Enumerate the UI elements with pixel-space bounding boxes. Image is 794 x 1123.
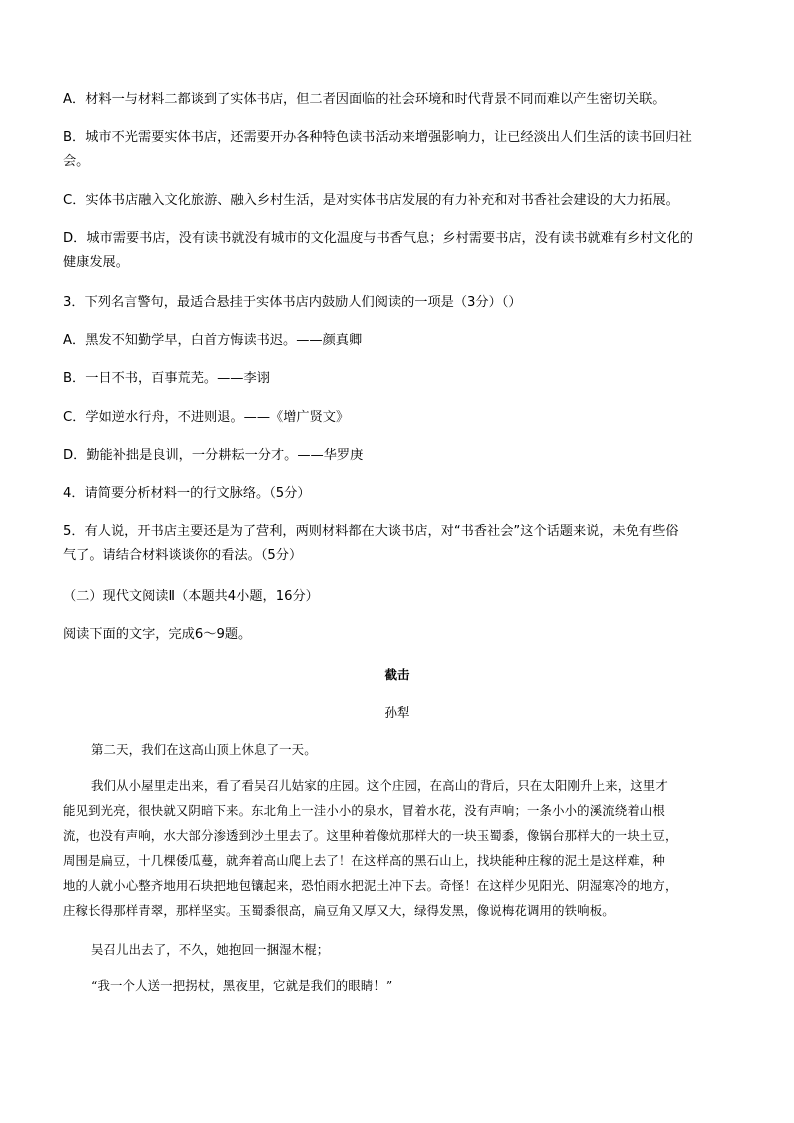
q3-option-d: D．勤能补拙是良训，一分耕耘一分才。——华罗庚 bbox=[63, 448, 364, 463]
q2-option-b-line2: 会。 bbox=[63, 154, 90, 169]
article-title: 截击 bbox=[384, 667, 410, 682]
section2-heading: （二）现代文阅读Ⅱ（本题共4小题，16分） bbox=[63, 589, 319, 604]
q3-option-a: A．黑发不知勤学早，白首方悔读书迟。——颜真卿 bbox=[63, 333, 363, 348]
q2-option-d-line2: 健康发展。 bbox=[63, 255, 129, 270]
section2-instruction: 阅读下面的文字，完成6～9题。 bbox=[63, 627, 252, 642]
article-paragraph-1: 第二天，我们在这高山顶上休息了一天。 bbox=[91, 742, 317, 757]
article-paragraph-2-line-5: 地的人就小心整齐地用石块把地包镶起来，恐怕雨水把泥土冲下去。奇怪！在这样少见阳光、阴湿寒冷的地方， bbox=[63, 878, 678, 893]
q2-option-d-line1: D．城市需要书店，没有读书就没有城市的文化温度与书香气息；乡村需要书店，没有读书就难有乡村文化的 bbox=[63, 231, 693, 246]
article-paragraph-2-line-4: 周围是扁豆，十几棵倭瓜蔓，就奔着高山爬上去了！在这样高的黑石山上，找块能种庄稼的泥土是这样难，种 bbox=[63, 853, 665, 868]
article-paragraph-2-line-1: 我们从小屋里走出来，看了看吴召儿姑家的庄园。这个庄园，在高山的背后，只在太阳刚升上来，这里才 bbox=[91, 778, 668, 793]
article-paragraph-2-line-3: 流，也没有声响，水大部分渗透到沙土里去了。这里种着像炕那样大的一块玉蜀黍，像锅台那样大的一块土豆， bbox=[63, 828, 678, 843]
article-author: 孙犁 bbox=[384, 705, 410, 720]
q2-option-b-line1: B．城市不光需要实体书店，还需要开办各种特色读书活动来增强影响力，让已经淡出人们生活的读书回归社 bbox=[63, 130, 692, 145]
q2-option-c: C．实体书店融入文化旅游、融入乡村生活，是对实体书店发展的有力补充和对书香社会建设的大力拓展。 bbox=[63, 193, 679, 208]
q2-option-a: A．材料一与材料二都谈到了实体书店，但二者因面临的社会环境和时代背景不同而难以产生密切关联。 bbox=[63, 92, 666, 107]
q3-stem: 3．下列名言警句，最适合悬挂于实体书店内鼓励人们阅读的一项是（3分）（） bbox=[63, 295, 522, 310]
article-paragraph-2-line-6: 庄稼长得那样青翠，那样坚实。玉蜀黍很高，扁豆角又厚又大，绿得发黑，像说梅花调用的铁响板。 bbox=[63, 903, 615, 918]
q3-option-c: C．学如逆水行舟，不进则退。——《增广贤文》 bbox=[63, 410, 350, 425]
q4-stem: 4．请简要分析材料一的行文脉络。（5分） bbox=[63, 486, 311, 501]
article-paragraph-2-line-2: 能见到光亮，很快就又阴暗下来。东北角上一洼小小的泉水，冒着水花，没有声响；一条小小的溪流绕着山根 bbox=[63, 803, 665, 818]
article-paragraph-3: 吴召儿出去了，不久，她抱回一捆湿木棍； bbox=[91, 942, 330, 957]
q5-stem-line1: 5．有人说，开书店主要还是为了营利，两则材料都在大谈书店，对“书香社会”这个话题来说，未免有些俗 bbox=[63, 524, 679, 539]
article-paragraph-4: “我一个人送一把拐杖，黑夜里，它就是我们的眼睛！” bbox=[91, 978, 393, 993]
q5-stem-line2: 气了。请结合材料谈谈你的看法。（5分） bbox=[63, 548, 303, 563]
q3-option-b: B．一日不书，百事荒芜。——李诩 bbox=[63, 371, 270, 386]
